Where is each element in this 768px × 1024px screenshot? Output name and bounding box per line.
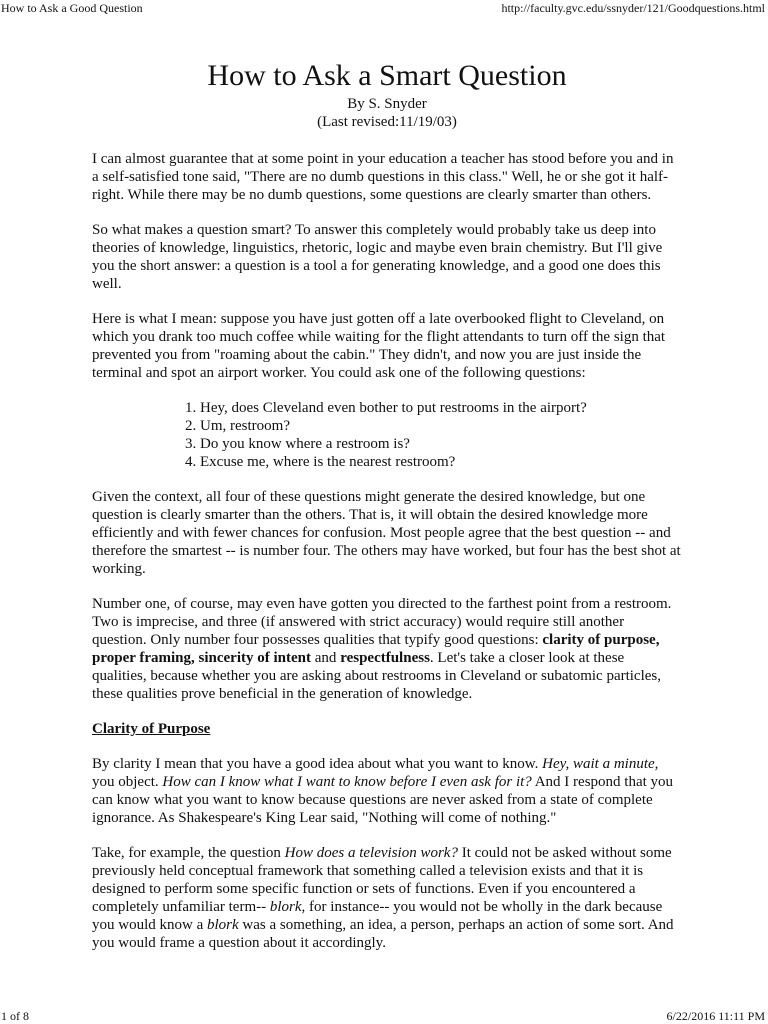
italic-text: How can I know what I want to know before I even ask for it? [162, 774, 532, 790]
paragraph-intro: I can almost guarantee that at some point in your education a teacher has stood before you and in a self-satisfied tone said, "There are no dumb questions in this class." Well, he or she got it half-right. While there may be no dumb questions, some questions are clearly smarter than others. [92, 151, 674, 203]
print-footer [0, 1008, 768, 1024]
text-run: And I respond that you can know what you want to know because questions are never asked from a state of complete ignorance. As Shakespeare's King Lear said, "Nothing will come of nothing." [92, 774, 674, 826]
italic-text: How does a television work? [284, 845, 458, 861]
text-run: By clarity I mean that you have a good idea about what you want to know. [92, 756, 543, 772]
header-url: http://faculty.gvc.edu/ssnyder/121/Goodquestions.html [501, 1, 765, 15]
document-body [92, 58, 682, 969]
paragraph-what-makes-smart: So what makes a question smart? To answer this completely would probably take us deep into theories of knowledge, linguistics, rhetoric, logic and maybe even brain chemistry. But I'll give you the short answer: a question is a tool a for generating knowledge, and a good one does this well. [92, 222, 663, 292]
italic-text: blork [269, 899, 302, 915]
text-run: Take, for example, the question [92, 845, 285, 861]
italic-text: Hey, wait a minute, [542, 756, 659, 772]
bold-qualities: clarity of purpose, proper framing, sincerity of intent [92, 632, 660, 666]
paragraph-context: Given the context, all four of these questions might generate the desired knowledge, but one question is clearly smarter than the others. That is, it will obtain the desired knowledge more efficiently and with fewer chances for confusion. Most people agree that the best question -- and therefore the smartest -- is number four. The others may have worked, but four has the best shot at working. [92, 489, 681, 577]
author-byline: By S. Snyder [347, 96, 427, 112]
text-run: and [311, 650, 341, 666]
page-counter: 1 of 8 [1, 1009, 29, 1023]
text-run: . Let's take a closer look at these qualities, because whether you are asking about restrooms in Cleveland or subatomic particles, these qualities prove beneficial in the generation of knowledge. [92, 650, 661, 702]
list-item: 1. Hey, does Cleveland even bother to put restrooms in the airport? [185, 400, 587, 416]
paragraph-cleveland-example: Here is what I mean: suppose you have just gotten off a late overbooked flight to Cleveland, on which you drank too much coffee while waiting for the flight attendants to turn off the sign that prevented you from "roaming about the cabin." They didn't, and now you are just inside the terminal and spot an airport worker. You could ask one of the following questions: [92, 311, 666, 381]
page-title: How to Ask a Smart Question [207, 59, 567, 92]
italic-text: blork [207, 917, 239, 933]
text-run: was a something, an idea, a person, perhaps an action of some sort. And you would frame a question about it accordingly. [92, 917, 674, 951]
text-run: you object. [92, 774, 163, 790]
paragraph-television [92, 844, 682, 952]
bold-respectfulness: respectfulness [340, 650, 430, 666]
text-run: Number one, of course, may even have gotten you directed to the farthest point from a restroom. Two is imprecise, and three (if answered with strict accuracy) would require still another question. Only number four possesses qualities that typify good questions: [92, 596, 672, 648]
list-item: 4. Excuse me, where is the nearest restroom? [185, 454, 456, 470]
text-run: It could not be asked without some previously held conceptual framework that something called a television exists and that it is designed to perform some specific function or sets of functions. Even if you encountered a completely unfamiliar term-- [92, 845, 672, 915]
question-list [92, 399, 682, 471]
text-run: , for instance-- you would not be wholly in the dark because you would know a [92, 899, 663, 933]
print-timestamp: 6/22/2016 11:11 PM [666, 1009, 765, 1023]
header-page-title: How to Ask a Good Question [1, 1, 143, 15]
print-header [0, 0, 768, 16]
list-item: 2. Um, restroom? [185, 418, 290, 434]
list-item: 3. Do you know where a restroom is? [185, 436, 410, 452]
section-heading-clarity: Clarity of Purpose [92, 721, 211, 737]
paragraph-clarity [92, 755, 682, 827]
paragraph-qualities [92, 595, 682, 703]
revision-date: (Last revised:11/19/03) [317, 114, 457, 130]
